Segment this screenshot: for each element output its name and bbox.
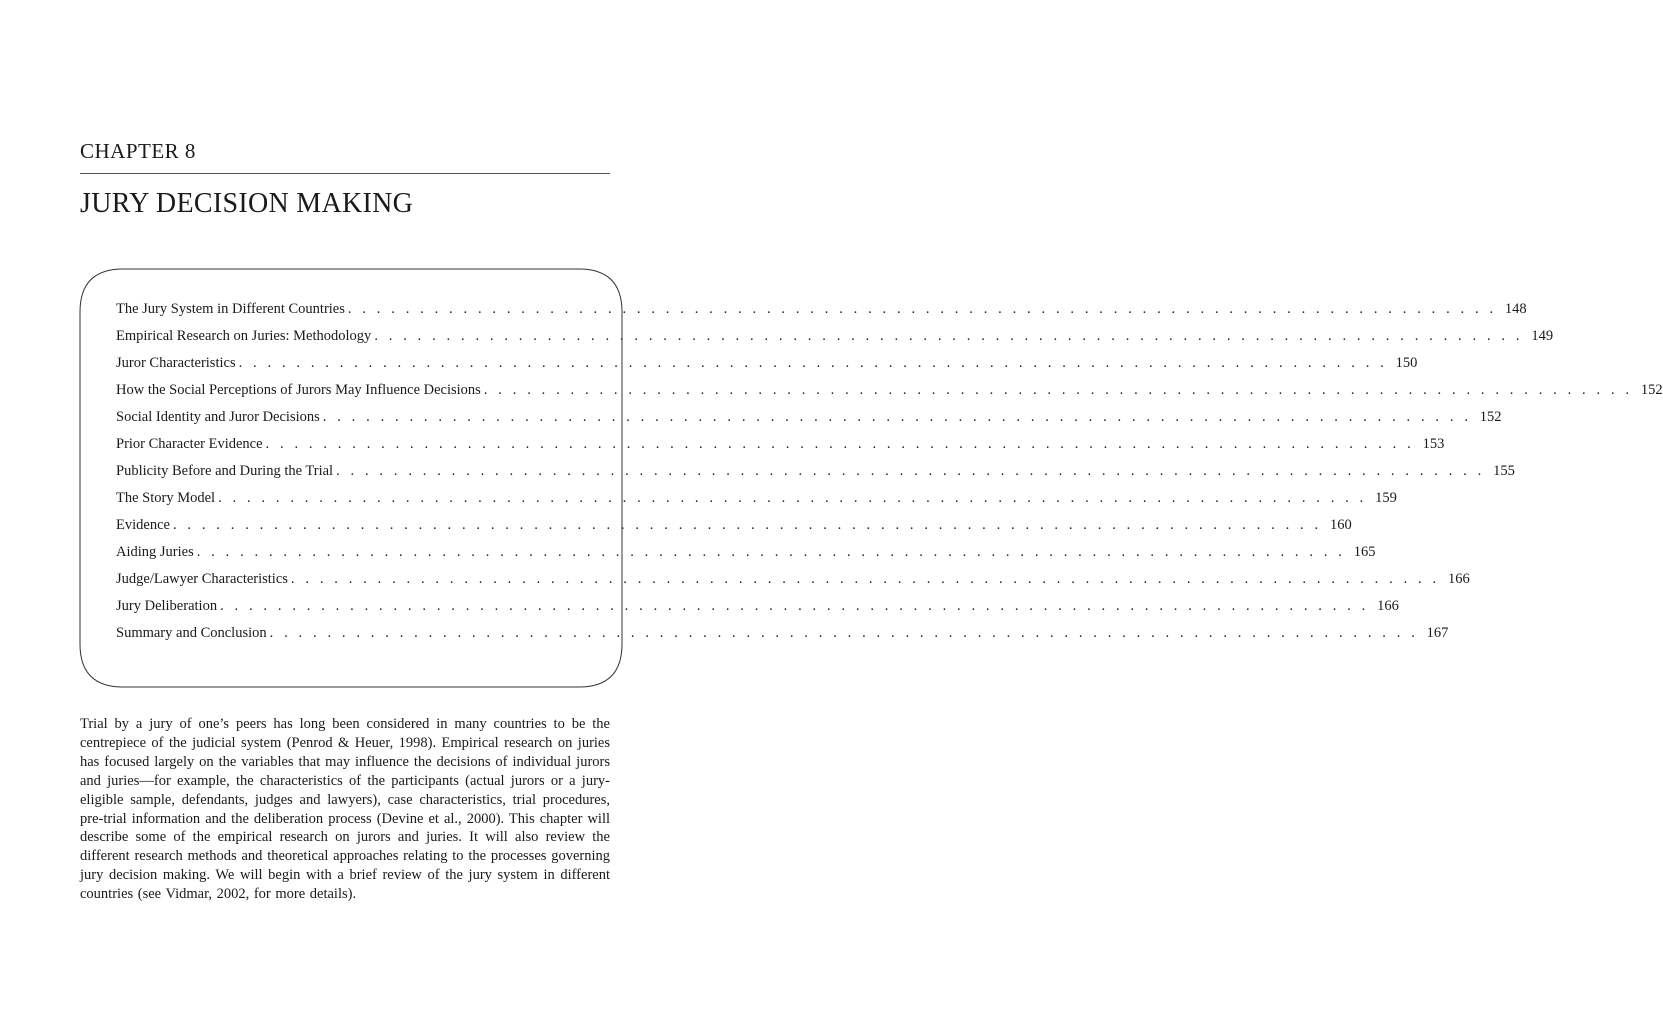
contents-entry bbox=[116, 353, 1418, 380]
contents-entry-leader: . . . . . . . . . . . . . . . . . . . . . . . . . . . . . . . . . . . . . . . . . . . . . . . . . . . . . . . . . . . . . . . . . . . . . . . . . . . . . . . . bbox=[290, 571, 1440, 587]
contents-entry-title: How the Social Perceptions of Jurors May Influence Decisions bbox=[116, 382, 481, 398]
contents-entry bbox=[116, 461, 1515, 488]
contents-entry-leader: . . . . . . . . . . . . . . . . . . . . . . . . . . . . . . . . . . . . . . . . . . . . . . . . . . . . . . . . . . . . . . . . . . . . . . . . . . . . . . . . bbox=[238, 355, 1388, 371]
contents-entry-page: 159 bbox=[1375, 490, 1397, 506]
contents-entry bbox=[116, 596, 1399, 623]
contents-entry-leader: . . . . . . . . . . . . . . . . . . . . . . . . . . . . . . . . . . . . . . . . . . . . . . . . . . . . . . . . . . . . . . . . . . . . . . . . . . . . . . . . bbox=[322, 409, 1472, 425]
contents-entry-title: Social Identity and Juror Decisions bbox=[116, 409, 320, 425]
contents-entry-page: 155 bbox=[1493, 463, 1515, 479]
contents-entry-page: 167 bbox=[1426, 625, 1449, 641]
contents-entry-title: Empirical Research on Juries: Methodology bbox=[116, 328, 372, 344]
contents-entry bbox=[116, 407, 1502, 434]
contents-entry-leader: . . . . . . . . . . . . . . . . . . . . . . . . . . . . . . . . . . . . . . . . . . . . . . . . . . . . . . . . . . . . . . . . . . . . . . . . . . . . . . . . bbox=[220, 598, 1369, 614]
contents-entry-page: 153 bbox=[1422, 436, 1445, 452]
chapter-title: JURY DECISION MAKING bbox=[80, 188, 414, 219]
contents-entry bbox=[116, 515, 1352, 542]
contents-entry-leader: . . . . . . . . . . . . . . . . . . . . . . . . . . . . . . . . . . . . . . . . . . . . . . . . . . . . . . . . . . . . . . . . . . . . . . . . . . . . . . . . bbox=[265, 436, 1415, 452]
contents-entry-title: Judge/Lawyer Characteristics bbox=[116, 571, 288, 587]
contents-entry-page: 148 bbox=[1504, 301, 1527, 317]
contents-entry bbox=[116, 542, 1376, 569]
contents-entry-leader: . . . . . . . . . . . . . . . . . . . . . . . . . . . . . . . . . . . . . . . . . . . . . . . . . . . . . . . . . . . . . . . . . . . . . . . . . . . . . . . . bbox=[374, 328, 1524, 344]
contents-entry bbox=[116, 434, 1445, 461]
contents-entry-leader: . . . . . . . . . . . . . . . . . . . . . . . . . . . . . . . . . . . . . . . . . . . . . . . . . . . . . . . . . . . . . . . . . . . . . . . . . . . . . . . . bbox=[336, 463, 1485, 479]
contents-entry bbox=[116, 623, 1449, 650]
contents-entry bbox=[116, 299, 1527, 326]
contents-entry-leader: . . . . . . . . . . . . . . . . . . . . . . . . . . . . . . . . . . . . . . . . . . . . . . . . . . . . . . . . . . . . . . . . . . . . . . . . . . . . . . . . bbox=[172, 517, 1322, 533]
contents-entry bbox=[116, 488, 1397, 515]
contents-entry-title: Juror Characteristics bbox=[116, 355, 236, 371]
contents-entry-leader: . . . . . . . . . . . . . . . . . . . . . . . . . . . . . . . . . . . . . . . . . . . . . . . . . . . . . . . . . . . . . . . . . . . . . . . . . . . . . . . . bbox=[196, 544, 1346, 560]
chapter-label: CHAPTER 8 bbox=[80, 139, 196, 163]
contents-entry-page: 152 bbox=[1640, 382, 1663, 398]
contents-entry-page: 150 bbox=[1395, 355, 1418, 371]
contents-entry-title: Summary and Conclusion bbox=[116, 625, 267, 641]
contents-entry-title: Evidence bbox=[116, 517, 170, 533]
contents-entry-leader: . . . . . . . . . . . . . . . . . . . . . . . . . . . . . . . . . . . . . . . . . . . . . . . . . . . . . . . . . . . . . . . . . . . . . . . . . . . . . . . . bbox=[218, 490, 1367, 506]
contents-entry-title: Prior Character Evidence bbox=[116, 436, 263, 452]
contents-entry-page: 149 bbox=[1531, 328, 1554, 344]
contents-entry-page: 165 bbox=[1353, 544, 1376, 560]
chapter-divider bbox=[80, 173, 610, 174]
contents-entry-leader: . . . . . . . . . . . . . . . . . . . . . . . . . . . . . . . . . . . . . . . . . . . . . . . . . . . . . . . . . . . . . . . . . . . . . . . . . . . . . . . . bbox=[483, 382, 1633, 398]
contents-entry-page: 160 bbox=[1329, 517, 1352, 533]
contents-entry-leader: . . . . . . . . . . . . . . . . . . . . . . . . . . . . . . . . . . . . . . . . . . . . . . . . . . . . . . . . . . . . . . . . . . . . . . . . . . . . . . . . bbox=[347, 301, 1497, 317]
contents-entry-leader: . . . . . . . . . . . . . . . . . . . . . . . . . . . . . . . . . . . . . . . . . . . . . . . . . . . . . . . . . . . . . . . . . . . . . . . . . . . . . . . . bbox=[269, 625, 1419, 641]
contents-entry-title: The Story Model bbox=[116, 490, 216, 506]
contents-entry-title: Aiding Juries bbox=[116, 544, 194, 560]
contents-entry-page: 166 bbox=[1447, 571, 1470, 587]
contents-entry bbox=[116, 380, 1663, 407]
contents-entry-title: The Jury System in Different Countries bbox=[116, 301, 345, 317]
contents-entry bbox=[116, 569, 1470, 596]
contents-entry-title: Jury Deliberation bbox=[116, 598, 218, 614]
contents-list bbox=[116, 299, 1663, 650]
contents-entry-title: Publicity Before and During the Trial bbox=[116, 463, 334, 479]
contents-entry-page: 152 bbox=[1479, 409, 1502, 425]
contents-entry bbox=[116, 326, 1554, 353]
chapter-intro-paragraph: Trial by a jury of one’s peers has long been considered in many countries to be the centrepiece of the judicial system (Penrod & Heuer, 1998). Empirical research on juries has focused largely on the variables that may influence the decisions of individual jurors and juries—for example, the characteristics of the participants (actual jurors or a jury-eligible sample, defendants, judges and lawyers), case characteristics, trial procedures, pre-trial information and the deliberation process (Devine et al., 2000). This chapter will describe some of the empirical research on jurors and juries. It will also review the different research methods and theoretical approaches relating to the processes governing jury decision making. We will begin with a brief review of the jury system in different countries (see Vidmar, 2002, for more details). bbox=[80, 716, 610, 903]
contents-entry-page: 166 bbox=[1377, 598, 1399, 614]
